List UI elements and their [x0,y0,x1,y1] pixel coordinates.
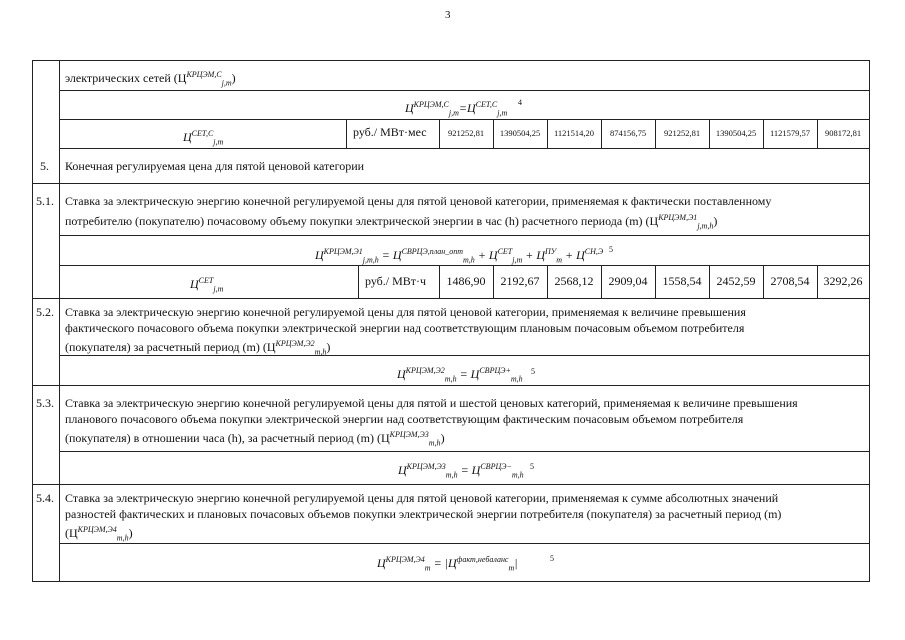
section-text [65,194,863,233]
text-sub: j,m,h [697,220,714,230]
intro-sup: КРЦЭМ,С [186,70,222,79]
text-sup: КРЦЭМ,Э4 [77,525,117,534]
formula-plus: + Ц [474,248,498,262]
text-sup: КРЦЭМ,Э1 [658,212,698,222]
value-cell: 908172,81 [824,128,862,138]
formula-sup: СВРЦЭ,план_опт [401,247,464,256]
formula-eq: = Ц [457,463,481,477]
formula-krcem-e2: $Ц^{КРЦЭМ,Э2}_{m,h} = Ц^{СВРЦЭ+}_{m,h}$ [397,366,523,384]
label-set-c: $Ц^{СЕТ,С}_{j,m}$ [183,129,224,147]
value-cell: 2452,59 [716,274,756,288]
page-number: 3 [445,9,451,21]
label-sup: СЕТ [198,276,214,285]
row-divider [33,183,869,184]
row-divider [33,484,869,485]
formula-sup: СВРЦЭ− [480,462,512,471]
label-sub: j,m [213,284,224,294]
formula-plus: + Ц [561,248,585,262]
text-sub: m,h [314,347,327,357]
row-divider [33,298,869,299]
formula-sub: j,m [512,255,523,265]
formula-krcem-e1: $Ц^{КРЦЭМ,Э1}_{j,m,h} = Ц^{СВРЦЭ,план\_опт}_{m,h} + Ц^{СЕТ}_{j,m} + Ц^{ПУ}_m + Ц^{СН,Э}$ [315,247,604,265]
section-number: 5.1. [36,194,54,208]
cell-divider [358,265,359,298]
formula-sub: m,h [510,374,523,384]
formula-eq: = |Ц [430,556,457,570]
formula-sup: СН,Э [584,247,604,256]
formula-sup: ПУ [545,247,557,256]
value-cell: 3292,26 [823,274,863,288]
formula-eq: = Ц [456,367,480,381]
formula-sub: m,h [444,374,457,384]
text-sub: m,h [428,438,441,448]
label-sub: j,m [213,137,224,147]
formula-sub: m [556,255,562,265]
formula-sub: m [424,563,431,573]
value-cell: 921252,81 [447,128,485,138]
formula-sup: КРЦЭМ,Э4 [385,555,425,564]
formula-sup: КРЦЭМ,С [413,100,449,109]
section-number: 5.2. [36,305,54,319]
text-sub: m,h [116,533,129,543]
formula-sub: m,h [445,470,458,480]
label-set: $Ц^{СЕТ}_{j,m}$ [190,276,224,294]
formula-sub: m [508,563,515,573]
section-number: 5.3. [36,396,54,410]
text-line: Ставка за электрическую энергию конечной регулируемой цены для пятой ценовой категории, применяемая к сумме абсолютных значений [65,491,779,505]
formula-sup: КРЦЭМ,Э2 [405,366,445,375]
value-cell: 1121579,57 [769,128,811,138]
formula-eq: = Ц [378,248,402,262]
formula-note: 5 [530,462,534,471]
formula-sup: СЕТ,С [475,100,498,109]
formula-sub: j,m [497,108,508,118]
formula-plus: + Ц [522,248,546,262]
formula-krcem-e3: $Ц^{КРЦЭМ,Э3}_{m,h} = Ц^{СВРЦЭ-}_{m,h}$ [398,462,524,480]
label-sup: СЕТ,С [191,129,214,138]
formula-close: | [514,556,518,570]
text-line: Ставка за электрическую энергию конечной регулируемой цены для пятой ценовой категории, применяемая к фактически поставленному [65,194,772,208]
text-close: ) [440,431,445,445]
formula-note: 4 [518,98,522,107]
section-number: 5. [40,159,49,173]
value-cell: 1558,54 [662,274,702,288]
section-text [65,396,863,451]
formula-sup: СЕТ [497,247,513,256]
text-line: (покупателя) за расчетный период (m) (Ц [65,340,276,354]
text-line: (покупателя) в отношении часа (h), за расчетный период (m) (Ц [65,431,390,445]
formula-sub: j,m [448,108,459,118]
value-cell: 1390504,25 [499,128,541,138]
formula-eq: =Ц [458,101,476,115]
text-line: потребителю (покупателю) почасовому объему покупки электрической энергии в час (h) расчетного периода (m) (Ц [65,213,659,228]
formula-note: 5 [550,554,554,563]
formula-sup: факт,небаланс [456,555,509,564]
text-close: ) [326,340,331,354]
formula-note: 5 [609,245,613,254]
text-close: ) [128,526,133,540]
formula-sub: m,h [463,255,475,265]
value-cell: 2192,67 [500,274,540,288]
formula-sub: j,m,h [362,255,379,265]
section-number: 5.4. [36,491,54,505]
formula-krcem-e4: $Ц^{КРЦЭМ,Э4}_m = |Ц^{факт,небаланс}_m|$ [377,555,518,573]
formula-sup: КРЦЭМ,Э3 [406,462,446,471]
value-cell: 874156,75 [609,128,647,138]
intro-text [65,67,236,90]
unit-rub-mwh: руб./ МВт·ч [365,274,427,288]
row-divider [59,148,869,149]
text-sup: КРЦЭМ,Э3 [389,430,429,439]
value-cell: 2568,12 [554,274,594,288]
section-text [65,491,863,546]
cell-divider [346,119,347,148]
value-cell: 921252,81 [663,128,701,138]
text-line: (Ц [65,526,78,540]
row-divider [59,235,869,236]
intro-sub: j,m [221,78,232,88]
text-close: ) [713,213,718,228]
section-text [65,305,830,360]
text-line: планового почасового объема покупки электрической энергии над соответствующим фактическим почасовым объемом потребителя [65,411,744,426]
text-line: Ставка за электрическую энергию конечной регулируемой цены для пятой и шестой ценовых категорий, применяемая к величине превышения [65,396,798,410]
intro-label: электрических сетей (Ц [65,71,187,85]
value-cell: 1121514,20 [553,128,595,138]
value-cell: 1486,90 [446,274,486,288]
unit-rub-mw-month: руб./ МВт·мес [353,125,427,139]
tariff-table [32,60,870,582]
formula-sub: m,h [511,470,524,480]
formula-sup: СВРЦЭ+ [479,366,511,375]
section-title: Конечная регулируемая цена для пятой ценовой категории [65,159,365,173]
text-sup: КРЦЭМ,Э2 [275,339,315,348]
value-cell: 2909,04 [608,274,648,288]
formula-sup: КРЦЭМ,Э1 [323,247,363,256]
formula-note: 5 [531,367,535,376]
value-cell: 1390504,25 [715,128,757,138]
text-line: разностей фактических и плановых почасовых объемов покупки электрической энергии потребителя (покупателя) за расчетный период (m) [65,506,782,521]
value-cell: 2708,54 [770,274,810,288]
intro-close: ) [231,71,236,85]
number-column-divider [59,61,60,581]
formula-krcem-c: $Ц^{КРЦЭМ,С}_{j,m}=Ц^{СЕТ,С}_{j,m}$ [405,100,508,118]
text-line: фактического почасового объема покупки электрической энергии над соответствующим плановым почасовым объемом потребителя [65,320,745,335]
text-line: Ставка за электрическую энергию конечной регулируемой цены для пятой ценовой категории, применяемая к величине превышения [65,305,746,319]
row-divider [59,451,869,452]
